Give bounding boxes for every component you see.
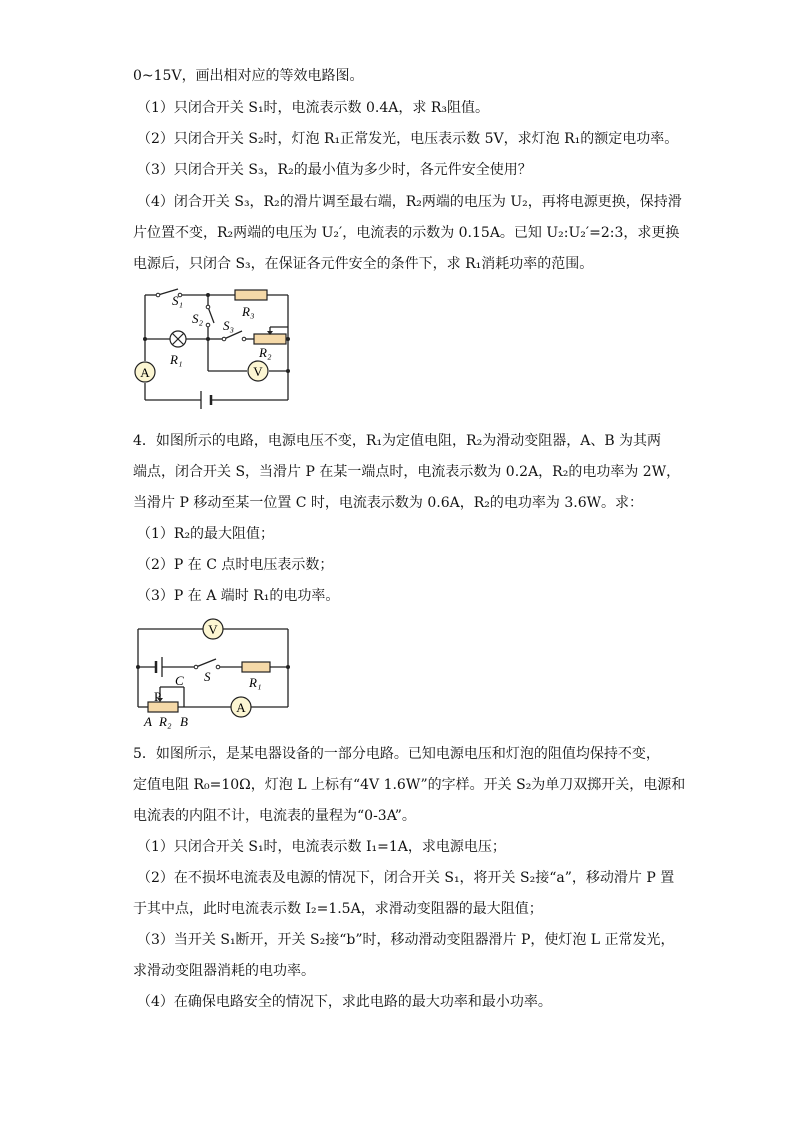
q3-part4-line3: 电源后，只闭合 S₃，在保证各元件安全的条件下，求 R₁消耗功率的范围。 bbox=[133, 256, 594, 272]
r3-label: R₃ bbox=[242, 304, 255, 319]
q5-part2-line1: （2）在不损坏电流表及电源的情况下，闭合开关 S₁，将开关 S₂接“a”，移动滑片 P 置 bbox=[137, 870, 675, 886]
r1-label: R₁ bbox=[249, 675, 262, 690]
q4-stem-line3: 当滑片 P 移动至某一位置 C 时，电流表示数为 0.6A，R₂的电功率为 3.6W。求： bbox=[133, 495, 644, 511]
switch-contact-icon bbox=[216, 665, 220, 669]
q5-stem-line3: 电流表的内阻不计，电流表的量程为“0-3A”。 bbox=[133, 808, 416, 824]
switch-contact-icon bbox=[194, 665, 198, 669]
q4-part1: （1）R₂的最大阻值； bbox=[137, 526, 275, 542]
q5-stem-line1: 5．如图所示，是某电器设备的一部分电路。已知电源电压和灯泡的阻值均保持不变， bbox=[133, 746, 660, 762]
ammeter-label: A bbox=[236, 700, 246, 715]
q5-part3-line2: 求滑动变阻器消耗的电功率。 bbox=[133, 963, 315, 979]
q5-part1: （1）只闭合开关 S₁时，电流表示数 I₁=1A，求电源电压； bbox=[137, 839, 506, 855]
r3-resistor-icon bbox=[235, 290, 267, 300]
voltmeter-icon bbox=[203, 619, 223, 639]
r2-label: R₂ bbox=[259, 345, 272, 360]
r2-label: R₂ bbox=[159, 714, 172, 729]
q3-part3: （3）只闭合开关 S₃，R₂的最小值为多少时，各元件安全使用？ bbox=[137, 162, 532, 178]
q3-part1: （1）只闭合开关 S₁时，电流表示数 0.4A，求 R₃阻值。 bbox=[137, 100, 489, 116]
q5-stem-line2: 定值电阻 R₀=10Ω，灯泡 L 上标有“4V 1.6W”的字样。开关 S₂为单刀双掷开关，电源和 bbox=[133, 777, 686, 793]
ammeter-label: A bbox=[140, 365, 150, 380]
s2-contact-icon bbox=[206, 323, 210, 327]
q3-part2: （2）只闭合开关 S₂时，灯泡 R₁正常发光，电压表示数 5V，求灯泡 R₁的额定电功率。 bbox=[137, 131, 679, 147]
s3-label: S₃ bbox=[223, 318, 235, 333]
ammeter-icon bbox=[231, 697, 251, 717]
lamp-r1-icon bbox=[170, 331, 186, 347]
battery-icon bbox=[201, 391, 211, 409]
end-a-label: A bbox=[144, 714, 152, 729]
q4-circuit-diagram bbox=[130, 615, 295, 735]
q4-stem-line2: 端点，闭合开关 S，当滑片 P 在某一端点时，电流表示数为 0.2A，R₂的电功率为 2W， bbox=[133, 464, 681, 480]
voltmeter-label: V bbox=[208, 622, 218, 637]
s3-contact-icon bbox=[242, 337, 246, 341]
r2-rheostat-icon bbox=[254, 334, 286, 344]
q3-circuit-diagram bbox=[128, 285, 298, 415]
q4-part2: （2）P 在 C 点时电压表示数； bbox=[137, 557, 334, 573]
q3-part4-line2: 片位置不变，R₂两端的电压为 U₂′，电流表的示数为 0.15A。已知 U₂:U₂′=2:3，求更换 bbox=[133, 225, 680, 241]
q5-part3-line1: （3）当开关 S₁断开，开关 S₂接“b”时，移动滑动变阻器滑片 P，使灯泡 L 正常发光， bbox=[137, 932, 675, 948]
end-b-label: B bbox=[180, 714, 188, 729]
s1-label: S₁ bbox=[172, 293, 184, 308]
r1-label: R₁ bbox=[170, 352, 183, 367]
s3-contact-icon bbox=[222, 337, 226, 341]
ammeter-icon bbox=[135, 362, 155, 382]
battery-icon bbox=[156, 657, 162, 677]
point-c-label: C bbox=[175, 673, 184, 688]
q3-part4-line1: （4）闭合开关 S₃，R₂的滑片调至最右端，R₂两端的电压为 U₂，再将电源更换，保持滑 bbox=[137, 194, 682, 210]
q4-stem-line1: 4．如图所示的电路，电源电压不变，R₁为定值电阻，R₂为滑动变阻器，A、B 为其两 bbox=[133, 433, 662, 449]
s2-label: S₂ bbox=[192, 311, 204, 326]
s1-contact-icon bbox=[156, 293, 160, 297]
slider-p-label: P bbox=[154, 689, 162, 704]
s2-contact-icon bbox=[206, 305, 210, 309]
r1-resistor-icon bbox=[242, 662, 270, 672]
q5-part4: （4）在确保电路安全的情况下，求此电路的最大功率和最小功率。 bbox=[137, 994, 552, 1010]
voltmeter-label: V bbox=[253, 364, 263, 379]
voltmeter-icon bbox=[248, 361, 268, 381]
intro-line: 0~15V，画出相对应的等效电路图。 bbox=[133, 68, 364, 84]
q5-part2-line2: 于其中点，此时电流表示数 I₂=1.5A，求滑动变阻器的最大阻值； bbox=[133, 901, 543, 917]
r2-rheostat-icon bbox=[148, 702, 178, 712]
switch-label: S bbox=[204, 669, 211, 684]
q4-part3: （3）P 在 A 端时 R₁的电功率。 bbox=[137, 588, 340, 604]
